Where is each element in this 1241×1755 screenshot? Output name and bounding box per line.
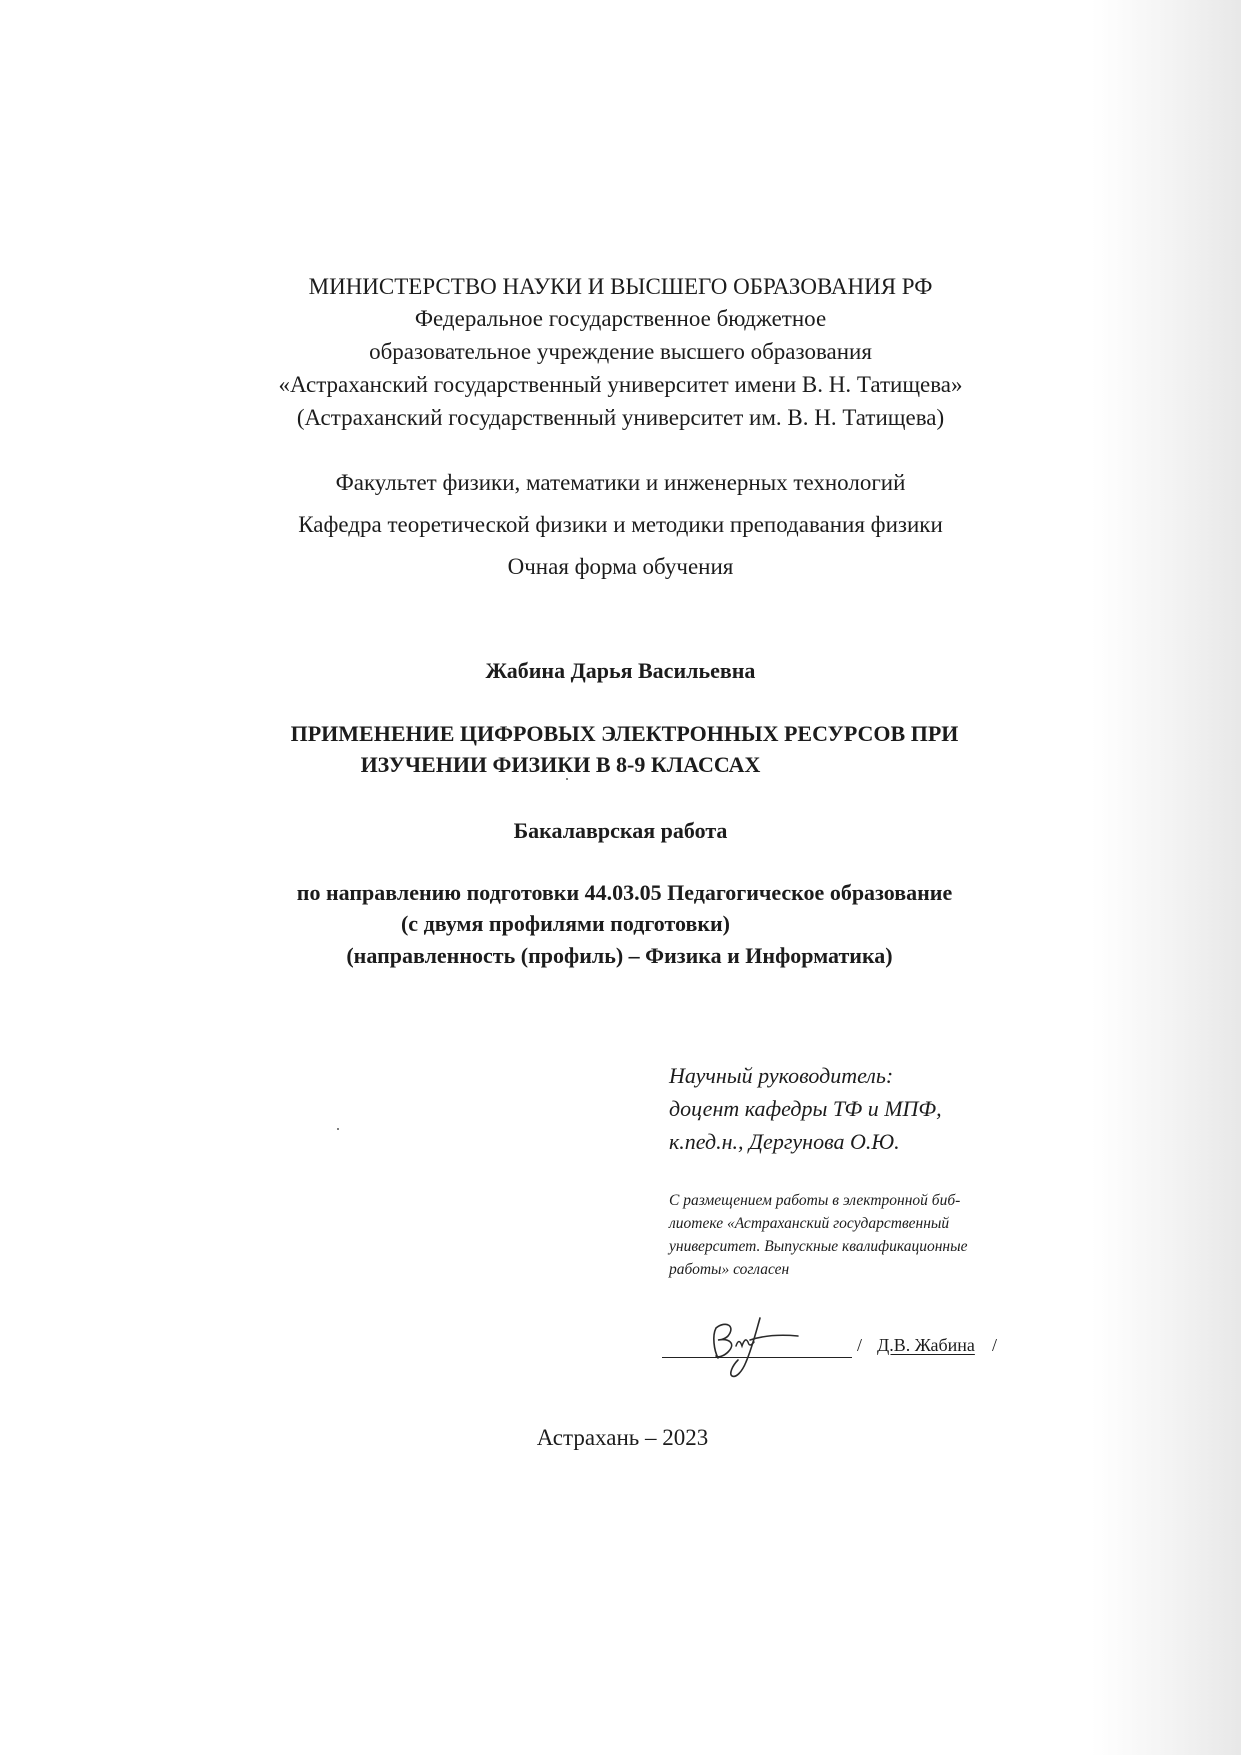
department-name: Кафедра теоретической физики и методики преподавания физики [298, 512, 943, 537]
study-form: Очная форма обучения [507, 554, 734, 579]
signature-block [662, 1320, 1002, 1370]
thesis-title-line-2: ИЗУЧЕНИИ ФИЗИКИ В 8-9 КЛАССАХ [360, 752, 761, 777]
institution-type: Федеральное государственное бюджетное [414, 306, 827, 331]
university-short-name: (Астраханский государственный университет им. В. Н. Татищева) [296, 405, 945, 430]
institution-type-2: образовательное учреждение высшего образования [369, 339, 872, 364]
scan-shadow [1091, 0, 1241, 1755]
signer-name: Д.В. Жабина [877, 1335, 975, 1355]
direction-line-1: по направлению подготовки 44.03.05 Педагогическое образование [296, 880, 953, 905]
handwritten-signature-icon [702, 1306, 822, 1386]
direction-line-2: (с двумя профилями подготовки) [400, 911, 730, 936]
consent-line-2: лиотеке «Астраханский государственный [669, 1215, 950, 1232]
consent-line-4: работы» согласен [669, 1261, 790, 1278]
signature-slash-left: / [857, 1335, 863, 1355]
university-name: «Астраханский государственный университет имени В. Н. Татищева» [278, 372, 963, 397]
consent-line-3: университет. Выпускные квалификационные [669, 1238, 968, 1255]
supervisor-label: Научный руководитель: [669, 1063, 894, 1088]
author-name: Жабина Дарья Васильевна [485, 658, 756, 683]
city-year: Астрахань – 2023 [536, 1425, 709, 1450]
thesis-title-line-1: ПРИМЕНЕНИЕ ЦИФРОВЫХ ЭЛЕКТРОННЫХ РЕСУРСОВ ПРИ [290, 721, 959, 746]
supervisor-name: к.пед.н., Дергунова О.Ю. [669, 1129, 900, 1154]
work-type: Бакалаврская работа [513, 818, 728, 843]
supervisor-position: доцент кафедры ТФ и МПФ, [669, 1096, 942, 1121]
signature-slash-right: / [992, 1335, 998, 1355]
faculty-name: Факультет физики, математики и инженерных технологий [335, 470, 906, 495]
direction-line-3: (направленность (профиль) – Физика и Информатика) [346, 943, 893, 968]
consent-line-1: С размещением работы в электронной биб- [669, 1192, 961, 1209]
ministry-title: МИНИСТЕРСТВО НАУКИ И ВЫСШЕГО ОБРАЗОВАНИЯ РФ [308, 274, 933, 299]
scan-speck [337, 1128, 339, 1130]
scan-speck [566, 778, 568, 780]
